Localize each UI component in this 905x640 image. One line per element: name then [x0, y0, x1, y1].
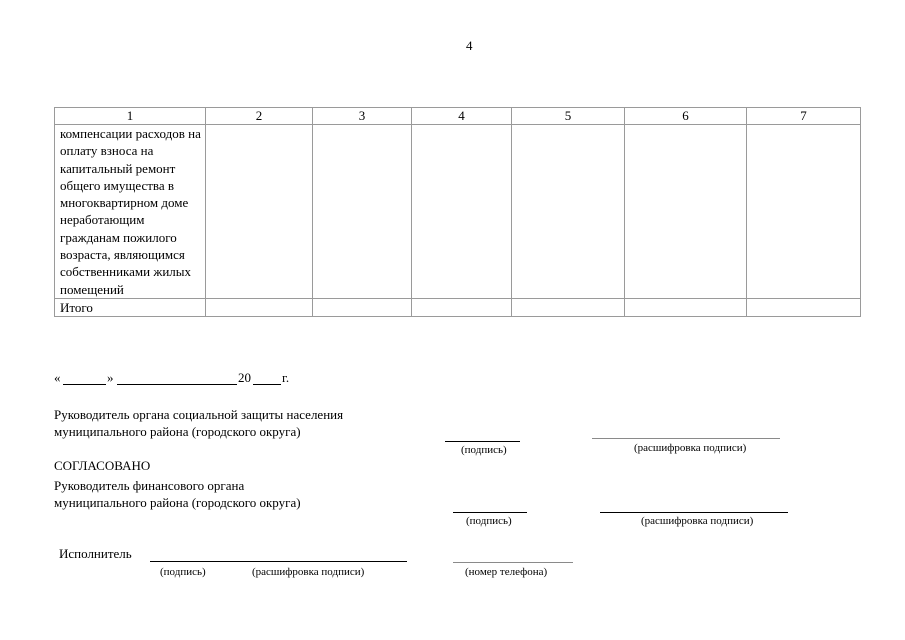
- social-head-signature-label: (подпись): [461, 444, 507, 456]
- table-header-row: [55, 108, 861, 125]
- date-year-blank: [253, 384, 281, 385]
- column-header-7: 7: [747, 108, 861, 125]
- table-cell: [512, 298, 625, 316]
- table-cell: [206, 298, 313, 316]
- finance-head-title-line2: муниципального района (городского округа): [54, 495, 301, 510]
- executor-label: Исполнитель: [59, 546, 132, 561]
- executor-decoding-label: (расшифровка подписи): [252, 566, 365, 578]
- agreed-heading: СОГЛАСОВАНО: [54, 458, 151, 473]
- table-cell: [313, 298, 412, 316]
- date-open-quote: «: [54, 370, 61, 385]
- executor-signature-label: (подпись): [160, 566, 206, 578]
- table-cell: [412, 125, 512, 299]
- social-head-title-line1: Руководитель органа социальной защиты населения: [54, 407, 344, 422]
- table-cell: [625, 125, 747, 299]
- column-header-2: 2: [206, 108, 313, 125]
- table-cell: [412, 298, 512, 316]
- column-header-5: 5: [512, 108, 625, 125]
- social-head-title-line2: муниципального района (городского округа): [54, 424, 301, 439]
- row-description: Итого: [55, 298, 206, 316]
- executor-signature-line: [150, 561, 407, 562]
- finance-head-signature-line: [453, 512, 527, 513]
- table-row: [55, 125, 861, 299]
- table-cell: [206, 125, 313, 299]
- column-header-4: 4: [412, 108, 512, 125]
- social-head-decoding-label: (расшифровка подписи): [634, 442, 747, 454]
- executor-phone-line: [453, 562, 573, 563]
- column-header-6: 6: [625, 108, 747, 125]
- table-row-total: [55, 298, 861, 316]
- row-description: компенсации расходов на оплату взноса на капитальный ремонт общего имущества в многоквартирном доме неработающим гражданам пожилого возраста, являющимся собственниками жилых помещений: [55, 125, 206, 299]
- date-year-prefix: 20: [238, 370, 251, 385]
- social-head-decoding-line: [592, 438, 780, 439]
- page-number: 4: [466, 38, 473, 53]
- table-cell: [625, 298, 747, 316]
- date-close-quote: »: [107, 370, 114, 385]
- table-cell: [747, 298, 861, 316]
- finance-head-decoding-label: (расшифровка подписи): [641, 515, 754, 527]
- table-cell: [313, 125, 412, 299]
- date-day-blank: [63, 384, 106, 385]
- date-year-suffix: г.: [282, 370, 290, 385]
- finance-head-decoding-line: [600, 512, 788, 513]
- report-table: [54, 107, 861, 317]
- executor-phone-label: (номер телефона): [465, 566, 548, 578]
- finance-head-title-line1: Руководитель финансового органа: [54, 478, 245, 493]
- finance-head-signature-label: (подпись): [466, 515, 512, 527]
- table-cell: [747, 125, 861, 299]
- column-header-1: 1: [55, 108, 206, 125]
- date-month-blank: [117, 384, 237, 385]
- column-header-3: 3: [313, 108, 412, 125]
- table-cell: [512, 125, 625, 299]
- social-head-signature-line: [445, 441, 520, 442]
